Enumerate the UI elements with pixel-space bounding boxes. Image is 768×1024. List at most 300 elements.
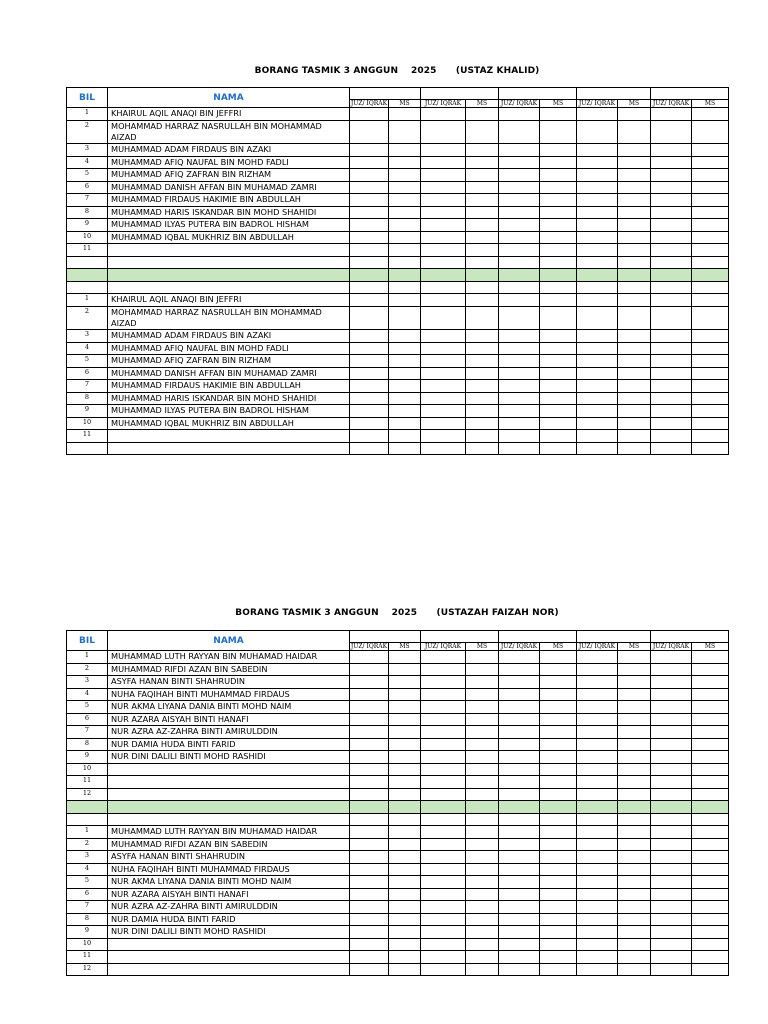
ms-cell[interactable]: [618, 342, 651, 355]
ms-cell[interactable]: [540, 169, 577, 182]
juz-iqrak-cell[interactable]: [577, 763, 618, 776]
juz-iqrak-cell[interactable]: [651, 342, 692, 355]
ms-cell[interactable]: [692, 876, 729, 889]
juz-iqrak-cell[interactable]: [421, 294, 466, 307]
ms-cell[interactable]: [692, 244, 729, 257]
juz-iqrak-cell[interactable]: [577, 206, 618, 219]
ms-cell[interactable]: [540, 442, 577, 455]
ms-cell[interactable]: [389, 763, 421, 776]
juz-iqrak-cell[interactable]: [350, 430, 389, 443]
juz-iqrak-cell[interactable]: [651, 726, 692, 739]
juz-iqrak-cell[interactable]: [421, 392, 466, 405]
juz-iqrak-cell[interactable]: [577, 256, 618, 269]
ms-cell[interactable]: [692, 156, 729, 169]
juz-iqrak-cell[interactable]: [577, 108, 618, 121]
juz-iqrak-cell[interactable]: [577, 169, 618, 182]
ms-cell[interactable]: [618, 788, 651, 801]
ms-cell[interactable]: [692, 651, 729, 664]
ms-cell[interactable]: [466, 951, 499, 964]
juz-iqrak-cell[interactable]: [577, 181, 618, 194]
juz-iqrak-cell[interactable]: [350, 194, 389, 207]
ms-cell[interactable]: [692, 751, 729, 764]
juz-iqrak-cell[interactable]: [577, 355, 618, 368]
ms-cell[interactable]: [466, 380, 499, 393]
ms-cell[interactable]: [466, 194, 499, 207]
juz-iqrak-cell[interactable]: [350, 751, 389, 764]
ms-cell[interactable]: [389, 244, 421, 257]
juz-iqrak-cell[interactable]: [577, 826, 618, 839]
ms-cell[interactable]: [466, 244, 499, 257]
juz-iqrak-cell[interactable]: [421, 206, 466, 219]
ms-cell[interactable]: [692, 926, 729, 939]
juz-iqrak-cell[interactable]: [651, 688, 692, 701]
ms-cell[interactable]: [466, 751, 499, 764]
juz-iqrak-cell[interactable]: [499, 417, 540, 430]
juz-iqrak-cell[interactable]: [651, 181, 692, 194]
ms-cell[interactable]: [618, 863, 651, 876]
juz-iqrak-cell[interactable]: [499, 430, 540, 443]
juz-iqrak-cell[interactable]: [499, 688, 540, 701]
ms-cell[interactable]: [692, 863, 729, 876]
juz-iqrak-cell[interactable]: [499, 726, 540, 739]
juz-iqrak-cell[interactable]: [499, 442, 540, 455]
ms-cell[interactable]: [540, 367, 577, 380]
juz-iqrak-cell[interactable]: [651, 863, 692, 876]
ms-cell[interactable]: [540, 405, 577, 418]
ms-cell[interactable]: [466, 342, 499, 355]
juz-iqrak-cell[interactable]: [499, 938, 540, 951]
juz-iqrak-cell[interactable]: [651, 306, 692, 330]
juz-iqrak-cell[interactable]: [577, 863, 618, 876]
juz-iqrak-cell[interactable]: [499, 776, 540, 789]
ms-cell[interactable]: [692, 169, 729, 182]
juz-iqrak-cell[interactable]: [421, 688, 466, 701]
juz-iqrak-cell[interactable]: [577, 244, 618, 257]
ms-cell[interactable]: [618, 108, 651, 121]
juz-iqrak-cell[interactable]: [499, 169, 540, 182]
ms-cell[interactable]: [692, 826, 729, 839]
juz-iqrak-cell[interactable]: [499, 306, 540, 330]
ms-cell[interactable]: [466, 108, 499, 121]
ms-cell[interactable]: [540, 392, 577, 405]
juz-iqrak-cell[interactable]: [421, 651, 466, 664]
ms-cell[interactable]: [389, 442, 421, 455]
ms-cell[interactable]: [692, 405, 729, 418]
ms-cell[interactable]: [466, 726, 499, 739]
juz-iqrak-cell[interactable]: [421, 938, 466, 951]
ms-cell[interactable]: [389, 826, 421, 839]
juz-iqrak-cell[interactable]: [421, 194, 466, 207]
juz-iqrak-cell[interactable]: [651, 788, 692, 801]
juz-iqrak-cell[interactable]: [350, 108, 389, 121]
juz-iqrak-cell[interactable]: [651, 663, 692, 676]
juz-iqrak-cell[interactable]: [651, 851, 692, 864]
ms-cell[interactable]: [618, 926, 651, 939]
ms-cell[interactable]: [540, 256, 577, 269]
ms-cell[interactable]: [618, 738, 651, 751]
juz-iqrak-cell[interactable]: [651, 651, 692, 664]
juz-iqrak-cell[interactable]: [421, 913, 466, 926]
ms-cell[interactable]: [389, 913, 421, 926]
juz-iqrak-cell[interactable]: [651, 380, 692, 393]
juz-iqrak-cell[interactable]: [499, 194, 540, 207]
ms-cell[interactable]: [466, 430, 499, 443]
juz-iqrak-cell[interactable]: [651, 938, 692, 951]
juz-iqrak-cell[interactable]: [577, 676, 618, 689]
ms-cell[interactable]: [540, 888, 577, 901]
ms-cell[interactable]: [618, 355, 651, 368]
ms-cell[interactable]: [618, 392, 651, 405]
juz-iqrak-cell[interactable]: [350, 206, 389, 219]
juz-iqrak-cell[interactable]: [577, 938, 618, 951]
juz-iqrak-cell[interactable]: [350, 405, 389, 418]
ms-cell[interactable]: [466, 738, 499, 751]
juz-iqrak-cell[interactable]: [577, 726, 618, 739]
juz-iqrak-cell[interactable]: [421, 926, 466, 939]
ms-cell[interactable]: [389, 738, 421, 751]
juz-iqrak-cell[interactable]: [421, 181, 466, 194]
juz-iqrak-cell[interactable]: [350, 788, 389, 801]
ms-cell[interactable]: [540, 108, 577, 121]
ms-cell[interactable]: [540, 951, 577, 964]
juz-iqrak-cell[interactable]: [651, 430, 692, 443]
juz-iqrak-cell[interactable]: [421, 963, 466, 976]
juz-iqrak-cell[interactable]: [577, 688, 618, 701]
juz-iqrak-cell[interactable]: [421, 763, 466, 776]
juz-iqrak-cell[interactable]: [499, 219, 540, 232]
ms-cell[interactable]: [540, 863, 577, 876]
ms-cell[interactable]: [466, 863, 499, 876]
ms-cell[interactable]: [389, 156, 421, 169]
juz-iqrak-cell[interactable]: [499, 156, 540, 169]
juz-iqrak-cell[interactable]: [421, 738, 466, 751]
juz-iqrak-cell[interactable]: [350, 888, 389, 901]
juz-iqrak-cell[interactable]: [651, 244, 692, 257]
juz-iqrak-cell[interactable]: [350, 306, 389, 330]
juz-iqrak-cell[interactable]: [499, 244, 540, 257]
ms-cell[interactable]: [540, 963, 577, 976]
ms-cell[interactable]: [618, 244, 651, 257]
ms-cell[interactable]: [618, 181, 651, 194]
ms-cell[interactable]: [618, 120, 651, 144]
juz-iqrak-cell[interactable]: [350, 726, 389, 739]
ms-cell[interactable]: [618, 206, 651, 219]
juz-iqrak-cell[interactable]: [651, 876, 692, 889]
ms-cell[interactable]: [389, 788, 421, 801]
juz-iqrak-cell[interactable]: [577, 751, 618, 764]
ms-cell[interactable]: [389, 651, 421, 664]
ms-cell[interactable]: [389, 863, 421, 876]
ms-cell[interactable]: [618, 330, 651, 343]
juz-iqrak-cell[interactable]: [499, 963, 540, 976]
juz-iqrak-cell[interactable]: [421, 851, 466, 864]
juz-iqrak-cell[interactable]: [499, 863, 540, 876]
juz-iqrak-cell[interactable]: [350, 392, 389, 405]
juz-iqrak-cell[interactable]: [577, 776, 618, 789]
juz-iqrak-cell[interactable]: [499, 838, 540, 851]
ms-cell[interactable]: [692, 206, 729, 219]
ms-cell[interactable]: [618, 963, 651, 976]
juz-iqrak-cell[interactable]: [350, 913, 389, 926]
ms-cell[interactable]: [540, 688, 577, 701]
ms-cell[interactable]: [692, 294, 729, 307]
ms-cell[interactable]: [466, 219, 499, 232]
juz-iqrak-cell[interactable]: [651, 120, 692, 144]
juz-iqrak-cell[interactable]: [577, 405, 618, 418]
ms-cell[interactable]: [692, 330, 729, 343]
juz-iqrak-cell[interactable]: [421, 713, 466, 726]
juz-iqrak-cell[interactable]: [651, 355, 692, 368]
juz-iqrak-cell[interactable]: [421, 676, 466, 689]
juz-iqrak-cell[interactable]: [499, 751, 540, 764]
juz-iqrak-cell[interactable]: [651, 776, 692, 789]
ms-cell[interactable]: [692, 951, 729, 964]
ms-cell[interactable]: [389, 306, 421, 330]
juz-iqrak-cell[interactable]: [421, 380, 466, 393]
ms-cell[interactable]: [618, 763, 651, 776]
juz-iqrak-cell[interactable]: [350, 219, 389, 232]
juz-iqrak-cell[interactable]: [499, 342, 540, 355]
juz-iqrak-cell[interactable]: [499, 738, 540, 751]
juz-iqrak-cell[interactable]: [499, 851, 540, 864]
ms-cell[interactable]: [618, 442, 651, 455]
juz-iqrak-cell[interactable]: [651, 442, 692, 455]
ms-cell[interactable]: [540, 763, 577, 776]
juz-iqrak-cell[interactable]: [651, 392, 692, 405]
ms-cell[interactable]: [692, 392, 729, 405]
juz-iqrak-cell[interactable]: [499, 108, 540, 121]
ms-cell[interactable]: [389, 367, 421, 380]
ms-cell[interactable]: [389, 294, 421, 307]
juz-iqrak-cell[interactable]: [651, 713, 692, 726]
ms-cell[interactable]: [618, 676, 651, 689]
ms-cell[interactable]: [466, 701, 499, 714]
juz-iqrak-cell[interactable]: [421, 826, 466, 839]
ms-cell[interactable]: [540, 355, 577, 368]
juz-iqrak-cell[interactable]: [350, 355, 389, 368]
ms-cell[interactable]: [692, 788, 729, 801]
juz-iqrak-cell[interactable]: [651, 294, 692, 307]
ms-cell[interactable]: [540, 726, 577, 739]
juz-iqrak-cell[interactable]: [350, 244, 389, 257]
ms-cell[interactable]: [540, 194, 577, 207]
juz-iqrak-cell[interactable]: [577, 876, 618, 889]
juz-iqrak-cell[interactable]: [421, 776, 466, 789]
juz-iqrak-cell[interactable]: [350, 763, 389, 776]
ms-cell[interactable]: [692, 181, 729, 194]
ms-cell[interactable]: [389, 108, 421, 121]
ms-cell[interactable]: [618, 901, 651, 914]
juz-iqrak-cell[interactable]: [421, 342, 466, 355]
ms-cell[interactable]: [692, 838, 729, 851]
juz-iqrak-cell[interactable]: [499, 951, 540, 964]
juz-iqrak-cell[interactable]: [350, 901, 389, 914]
juz-iqrak-cell[interactable]: [577, 651, 618, 664]
juz-iqrak-cell[interactable]: [350, 951, 389, 964]
ms-cell[interactable]: [692, 888, 729, 901]
ms-cell[interactable]: [692, 144, 729, 157]
juz-iqrak-cell[interactable]: [577, 219, 618, 232]
juz-iqrak-cell[interactable]: [350, 651, 389, 664]
juz-iqrak-cell[interactable]: [499, 926, 540, 939]
ms-cell[interactable]: [692, 688, 729, 701]
juz-iqrak-cell[interactable]: [350, 738, 389, 751]
ms-cell[interactable]: [692, 367, 729, 380]
ms-cell[interactable]: [466, 688, 499, 701]
ms-cell[interactable]: [540, 826, 577, 839]
juz-iqrak-cell[interactable]: [350, 938, 389, 951]
ms-cell[interactable]: [540, 838, 577, 851]
juz-iqrak-cell[interactable]: [651, 951, 692, 964]
juz-iqrak-cell[interactable]: [350, 156, 389, 169]
juz-iqrak-cell[interactable]: [421, 788, 466, 801]
juz-iqrak-cell[interactable]: [350, 342, 389, 355]
juz-iqrak-cell[interactable]: [577, 342, 618, 355]
ms-cell[interactable]: [389, 392, 421, 405]
juz-iqrak-cell[interactable]: [577, 156, 618, 169]
ms-cell[interactable]: [466, 713, 499, 726]
ms-cell[interactable]: [692, 913, 729, 926]
juz-iqrak-cell[interactable]: [577, 430, 618, 443]
juz-iqrak-cell[interactable]: [651, 901, 692, 914]
ms-cell[interactable]: [466, 651, 499, 664]
ms-cell[interactable]: [618, 713, 651, 726]
ms-cell[interactable]: [389, 231, 421, 244]
juz-iqrak-cell[interactable]: [350, 926, 389, 939]
ms-cell[interactable]: [540, 120, 577, 144]
ms-cell[interactable]: [540, 417, 577, 430]
ms-cell[interactable]: [389, 663, 421, 676]
ms-cell[interactable]: [389, 876, 421, 889]
ms-cell[interactable]: [618, 294, 651, 307]
ms-cell[interactable]: [389, 330, 421, 343]
ms-cell[interactable]: [540, 663, 577, 676]
ms-cell[interactable]: [389, 751, 421, 764]
ms-cell[interactable]: [618, 651, 651, 664]
juz-iqrak-cell[interactable]: [577, 738, 618, 751]
juz-iqrak-cell[interactable]: [651, 676, 692, 689]
juz-iqrak-cell[interactable]: [651, 763, 692, 776]
ms-cell[interactable]: [692, 938, 729, 951]
ms-cell[interactable]: [692, 219, 729, 232]
ms-cell[interactable]: [540, 776, 577, 789]
juz-iqrak-cell[interactable]: [350, 417, 389, 430]
ms-cell[interactable]: [618, 380, 651, 393]
juz-iqrak-cell[interactable]: [499, 355, 540, 368]
juz-iqrak-cell[interactable]: [421, 838, 466, 851]
ms-cell[interactable]: [618, 876, 651, 889]
ms-cell[interactable]: [466, 256, 499, 269]
ms-cell[interactable]: [466, 826, 499, 839]
ms-cell[interactable]: [466, 901, 499, 914]
juz-iqrak-cell[interactable]: [651, 219, 692, 232]
ms-cell[interactable]: [618, 663, 651, 676]
ms-cell[interactable]: [618, 913, 651, 926]
juz-iqrak-cell[interactable]: [577, 951, 618, 964]
juz-iqrak-cell[interactable]: [350, 701, 389, 714]
ms-cell[interactable]: [540, 876, 577, 889]
ms-cell[interactable]: [389, 380, 421, 393]
juz-iqrak-cell[interactable]: [651, 838, 692, 851]
ms-cell[interactable]: [618, 751, 651, 764]
ms-cell[interactable]: [540, 851, 577, 864]
juz-iqrak-cell[interactable]: [499, 826, 540, 839]
ms-cell[interactable]: [618, 144, 651, 157]
juz-iqrak-cell[interactable]: [577, 417, 618, 430]
ms-cell[interactable]: [540, 738, 577, 751]
juz-iqrak-cell[interactable]: [499, 380, 540, 393]
juz-iqrak-cell[interactable]: [499, 901, 540, 914]
juz-iqrak-cell[interactable]: [577, 120, 618, 144]
juz-iqrak-cell[interactable]: [350, 330, 389, 343]
juz-iqrak-cell[interactable]: [350, 256, 389, 269]
ms-cell[interactable]: [618, 169, 651, 182]
juz-iqrak-cell[interactable]: [421, 367, 466, 380]
juz-iqrak-cell[interactable]: [499, 913, 540, 926]
ms-cell[interactable]: [466, 888, 499, 901]
ms-cell[interactable]: [540, 913, 577, 926]
juz-iqrak-cell[interactable]: [499, 676, 540, 689]
juz-iqrak-cell[interactable]: [421, 306, 466, 330]
juz-iqrak-cell[interactable]: [350, 776, 389, 789]
ms-cell[interactable]: [618, 405, 651, 418]
ms-cell[interactable]: [618, 851, 651, 864]
juz-iqrak-cell[interactable]: [421, 726, 466, 739]
juz-iqrak-cell[interactable]: [421, 169, 466, 182]
ms-cell[interactable]: [389, 405, 421, 418]
juz-iqrak-cell[interactable]: [350, 713, 389, 726]
ms-cell[interactable]: [540, 219, 577, 232]
juz-iqrak-cell[interactable]: [577, 913, 618, 926]
juz-iqrak-cell[interactable]: [577, 380, 618, 393]
juz-iqrak-cell[interactable]: [499, 206, 540, 219]
juz-iqrak-cell[interactable]: [577, 713, 618, 726]
juz-iqrak-cell[interactable]: [421, 355, 466, 368]
ms-cell[interactable]: [389, 726, 421, 739]
juz-iqrak-cell[interactable]: [421, 663, 466, 676]
ms-cell[interactable]: [618, 826, 651, 839]
juz-iqrak-cell[interactable]: [577, 788, 618, 801]
ms-cell[interactable]: [466, 144, 499, 157]
juz-iqrak-cell[interactable]: [499, 367, 540, 380]
ms-cell[interactable]: [389, 120, 421, 144]
juz-iqrak-cell[interactable]: [651, 926, 692, 939]
ms-cell[interactable]: [389, 901, 421, 914]
juz-iqrak-cell[interactable]: [651, 206, 692, 219]
ms-cell[interactable]: [389, 417, 421, 430]
ms-cell[interactable]: [466, 156, 499, 169]
ms-cell[interactable]: [466, 330, 499, 343]
juz-iqrak-cell[interactable]: [421, 876, 466, 889]
ms-cell[interactable]: [618, 430, 651, 443]
juz-iqrak-cell[interactable]: [350, 367, 389, 380]
juz-iqrak-cell[interactable]: [421, 888, 466, 901]
ms-cell[interactable]: [466, 120, 499, 144]
juz-iqrak-cell[interactable]: [651, 738, 692, 751]
ms-cell[interactable]: [466, 763, 499, 776]
ms-cell[interactable]: [389, 701, 421, 714]
ms-cell[interactable]: [466, 788, 499, 801]
ms-cell[interactable]: [692, 776, 729, 789]
juz-iqrak-cell[interactable]: [421, 330, 466, 343]
juz-iqrak-cell[interactable]: [499, 701, 540, 714]
ms-cell[interactable]: [618, 194, 651, 207]
juz-iqrak-cell[interactable]: [651, 231, 692, 244]
ms-cell[interactable]: [389, 838, 421, 851]
ms-cell[interactable]: [692, 963, 729, 976]
juz-iqrak-cell[interactable]: [421, 701, 466, 714]
juz-iqrak-cell[interactable]: [651, 367, 692, 380]
